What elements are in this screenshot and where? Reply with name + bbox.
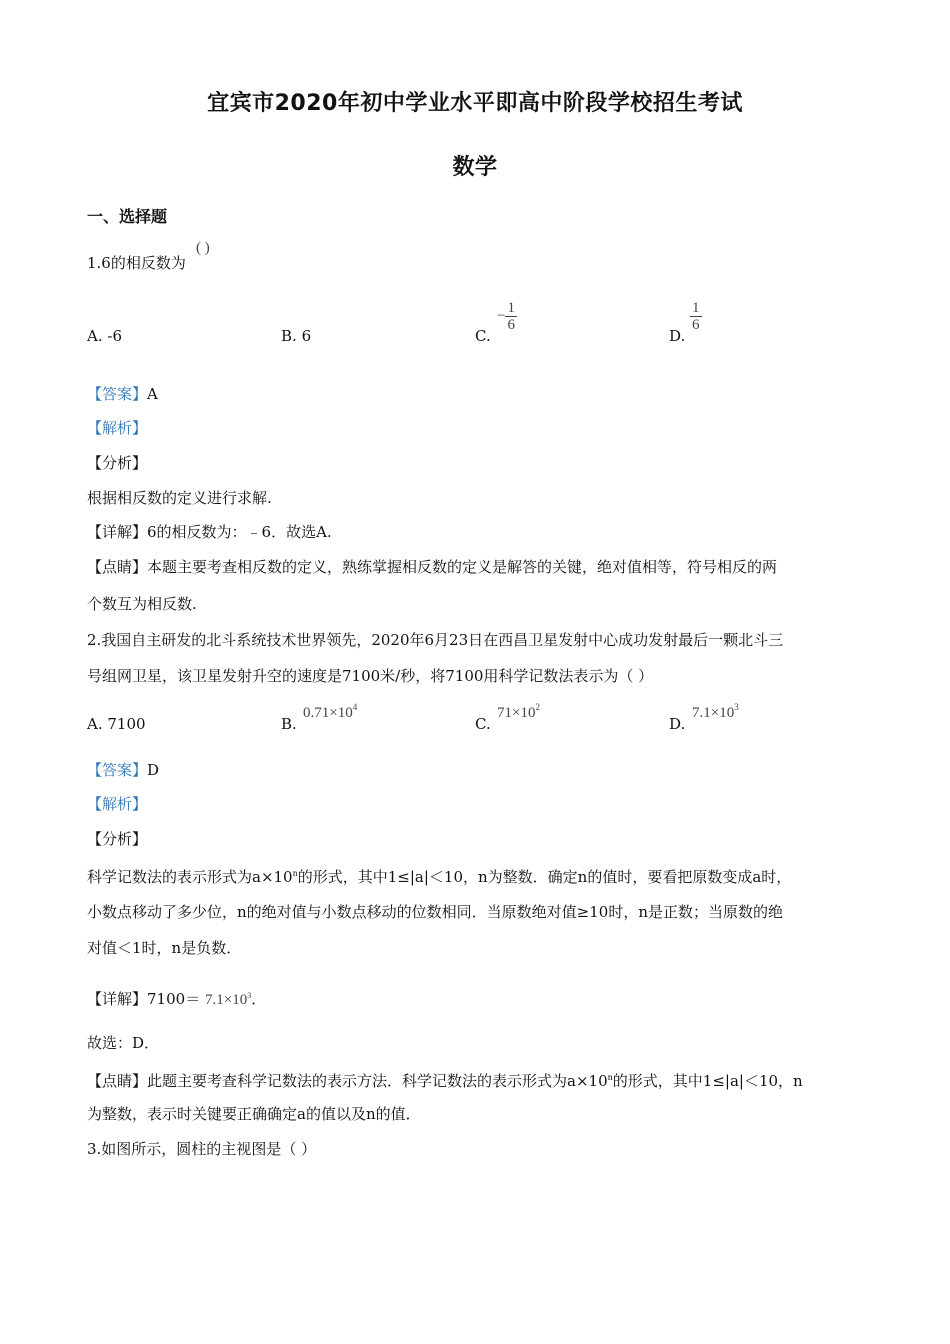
q1-option-a: [87, 326, 122, 346]
fraction: [505, 300, 517, 333]
detail-lhs: 7100＝: [147, 990, 201, 1008]
option-value: 7100: [107, 715, 146, 733]
comment-text: 本题主要考查相反数的定义，熟练掌握相反数的定义是解答的关键，绝对值相等，符号相反的两: [147, 558, 778, 576]
detail-tag: 【详解】: [87, 523, 148, 541]
denominator: 6: [507, 317, 515, 333]
option-value: 6: [301, 327, 312, 345]
q2-analysis-tag: 【解析】: [87, 795, 148, 813]
math-exponent: 4: [352, 702, 358, 712]
text-part: 的形式，其中1≤|a|＜10，n为整数．确定n的值时，要看把原数变成a时，: [297, 868, 792, 886]
q2-option-a: [87, 714, 146, 734]
option-label: A.: [87, 327, 103, 345]
math-base: 0.71×10: [303, 705, 353, 721]
q1-comment: [87, 557, 777, 577]
section-heading: 一、选择题: [87, 207, 168, 226]
q1-option-c-math: [497, 300, 517, 333]
q1-stem-text: 1.6的相反数为: [87, 254, 186, 272]
answer-tag: 【答案】: [87, 385, 148, 403]
numerator: 1: [507, 300, 515, 316]
superscript: n: [607, 1073, 613, 1082]
q2-fenxi-line3: 对值＜1时，n是负数．: [87, 939, 242, 957]
numerator: 1: [692, 300, 700, 316]
detail-tag: 【详解】: [87, 990, 148, 1008]
detail-math: [205, 992, 251, 1008]
q2-fenxi-line2: 小数点移动了多少位，n的绝对值与小数点移动的位数相同．当原数绝对值≥10时，n是正数；当原数的绝: [87, 903, 783, 921]
fraction: [690, 300, 702, 333]
answer-tag: 【答案】: [87, 761, 148, 779]
q2-fenxi-tag: 【分析】: [87, 830, 148, 848]
text-part: 的形式，其中1≤|a|＜10，n: [612, 1072, 803, 1090]
math-base: 7.1×10: [204, 992, 248, 1008]
q1-option-c-label: C.: [475, 327, 491, 345]
q1-stem: [87, 253, 186, 273]
q1-paren: ( ): [196, 240, 210, 256]
math-exponent: 2: [535, 702, 540, 712]
q1-fenxi-text: 根据相反数的定义进行求解.: [87, 489, 272, 507]
option-label: B.: [281, 327, 297, 345]
math-base: 7.1×10: [692, 705, 735, 721]
option-value: -6: [107, 327, 123, 345]
minus-sign: −: [497, 308, 506, 324]
q2-stem-line2: 号组网卫星，该卫星发射升空的速度是7100米/秒，将7100用科学记数法表示为（ ）: [87, 667, 654, 685]
q1-analysis-tag: 【解析】: [87, 419, 148, 437]
q1-answer: [87, 384, 158, 404]
q2-option-d-label: D.: [669, 715, 686, 733]
superscript: n: [292, 869, 298, 878]
answer-value: D: [147, 761, 160, 779]
q2-choose: 故选：D．: [87, 1034, 160, 1052]
detail-text: 6的相反数为：﹣6．故选A.: [147, 523, 332, 541]
math-exponent: 3: [734, 702, 739, 712]
q1-option-d-math: [690, 300, 702, 333]
q1-comment-line2: 个数互为相反数.: [87, 595, 197, 613]
q2-fenxi-line1: [87, 864, 791, 887]
text-part: ．: [251, 990, 267, 1008]
subject-title: 数学: [452, 155, 498, 180]
math-exponent: 3: [247, 991, 252, 1000]
q2-option-b-label: B.: [281, 715, 297, 733]
q1-option-b: [281, 326, 311, 346]
q1-fenxi-tag: 【分析】: [87, 454, 148, 472]
denominator: 6: [692, 317, 700, 333]
q2-comment-line2: 为整数，表示时关键要正确确定a的值以及n的值．: [87, 1105, 421, 1123]
comment-tag: 【点睛】: [87, 558, 148, 576]
math-base: 71×10: [497, 705, 536, 721]
q2-detail: [87, 986, 266, 1010]
page-title: 宜宾市2020年初中学业水平即高中阶段学校招生考试: [207, 91, 743, 116]
option-label: A.: [87, 715, 103, 733]
q2-option-c-math: [497, 702, 540, 722]
q2-option-c-label: C.: [475, 715, 491, 733]
q2-comment: [87, 1068, 803, 1091]
q2-stem-line1: 2.我国自主研发的北斗系统技术世界领先，2020年6月23日在西昌卫星发射中心成功发射最后一颗北斗三: [87, 631, 784, 649]
text-part: 科学记数法的表示形式为a×10: [87, 868, 293, 886]
q2-option-d-math: [692, 702, 739, 722]
q1-detail: [87, 522, 332, 542]
q3-stem: 3.如图所示，圆柱的主视图是（ ）: [87, 1140, 317, 1158]
q1-option-d-label: D.: [669, 327, 686, 345]
q2-answer: [87, 760, 159, 780]
comment-tag: 【点睛】: [87, 1072, 148, 1090]
text-part: 此题主要考查科学记数法的表示方法．科学记数法的表示形式为a×10: [147, 1072, 608, 1090]
q2-option-b-math: [303, 702, 357, 722]
answer-value: A: [147, 385, 158, 403]
